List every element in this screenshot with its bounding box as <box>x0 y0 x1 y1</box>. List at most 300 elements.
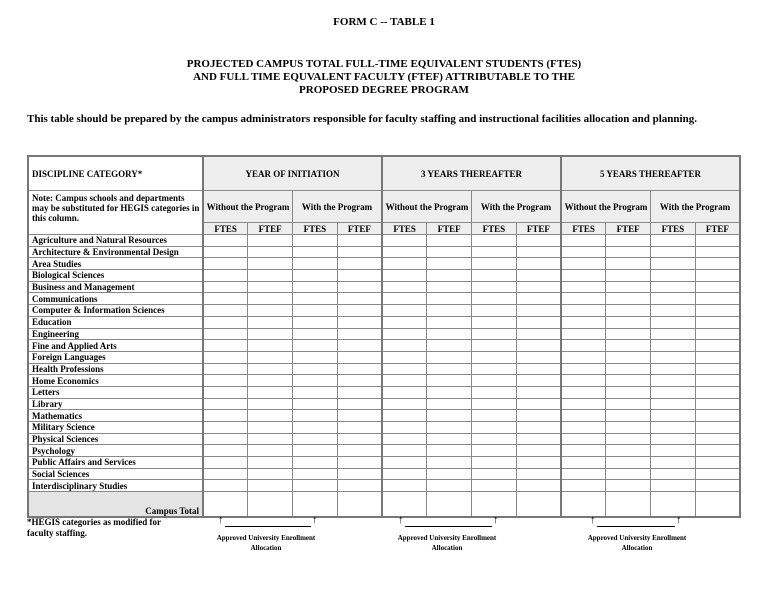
entry-cell[interactable] <box>695 258 740 270</box>
entry-cell[interactable] <box>695 480 740 492</box>
entry-cell[interactable] <box>561 246 606 258</box>
entry-cell[interactable] <box>606 316 651 328</box>
entry-cell[interactable] <box>561 492 606 518</box>
entry-cell[interactable] <box>248 480 293 492</box>
entry-cell[interactable] <box>561 235 606 247</box>
entry-cell[interactable] <box>472 363 517 375</box>
entry-cell[interactable] <box>651 386 696 398</box>
form-title: FORM C -- TABLE 1 <box>333 16 435 28</box>
entry-cell[interactable] <box>606 433 651 445</box>
entry-cell[interactable] <box>203 316 248 328</box>
ftes-header: FTES <box>472 223 517 235</box>
entry-cell[interactable] <box>248 375 293 387</box>
entry-cell[interactable] <box>203 293 248 305</box>
entry-cell[interactable] <box>427 433 472 445</box>
entry-cell[interactable] <box>516 363 561 375</box>
entry-cell[interactable] <box>382 351 427 363</box>
table-row <box>28 457 740 469</box>
entry-cell[interactable] <box>695 363 740 375</box>
allocation-line <box>597 526 675 527</box>
entry-cell[interactable] <box>203 258 248 270</box>
entry-cell[interactable] <box>695 468 740 480</box>
category-label: Biological Sciences <box>28 270 203 282</box>
entry-cell[interactable] <box>695 340 740 352</box>
entry-cell[interactable] <box>382 270 427 282</box>
entry-cell[interactable] <box>337 492 382 518</box>
entry-cell[interactable] <box>337 433 382 445</box>
entry-cell[interactable] <box>606 340 651 352</box>
entry-cell[interactable] <box>382 398 427 410</box>
entry-cell[interactable] <box>203 270 248 282</box>
entry-cell[interactable] <box>516 375 561 387</box>
entry-cell[interactable] <box>427 457 472 469</box>
entry-cell[interactable] <box>516 235 561 247</box>
entry-cell[interactable] <box>561 445 606 457</box>
entry-cell[interactable] <box>472 468 517 480</box>
entry-cell[interactable] <box>651 281 696 293</box>
entry-cell[interactable] <box>427 246 472 258</box>
entry-cell[interactable] <box>293 235 338 247</box>
entry-cell[interactable] <box>651 480 696 492</box>
entry-cell[interactable] <box>472 340 517 352</box>
entry-cell[interactable] <box>203 422 248 434</box>
entry-cell[interactable] <box>561 340 606 352</box>
entry-cell[interactable] <box>427 492 472 518</box>
entry-cell[interactable] <box>293 445 338 457</box>
entry-cell[interactable] <box>561 468 606 480</box>
entry-cell[interactable] <box>382 492 427 518</box>
entry-cell[interactable] <box>382 281 427 293</box>
entry-cell[interactable] <box>472 457 517 469</box>
category-label: Business and Management <box>28 281 203 293</box>
without-program-header: Without the Program <box>561 191 651 223</box>
entry-cell[interactable] <box>203 410 248 422</box>
entry-cell[interactable] <box>427 468 472 480</box>
entry-cell[interactable] <box>561 293 606 305</box>
entry-cell[interactable] <box>293 328 338 340</box>
entry-cell[interactable] <box>606 363 651 375</box>
entry-cell[interactable] <box>427 363 472 375</box>
entry-cell[interactable] <box>293 457 338 469</box>
entry-cell[interactable] <box>382 363 427 375</box>
entry-cell[interactable] <box>472 328 517 340</box>
entry-cell[interactable] <box>203 246 248 258</box>
entry-cell[interactable] <box>382 433 427 445</box>
entry-cell[interactable] <box>561 457 606 469</box>
entry-cell[interactable] <box>427 293 472 305</box>
category-label: Foreign Languages <box>28 351 203 363</box>
entry-cell[interactable] <box>293 305 338 317</box>
entry-cell[interactable] <box>606 258 651 270</box>
entry-cell[interactable] <box>516 305 561 317</box>
entry-cell[interactable] <box>382 375 427 387</box>
entry-cell[interactable] <box>516 246 561 258</box>
entry-cell[interactable] <box>606 492 651 518</box>
entry-cell[interactable] <box>516 351 561 363</box>
entry-cell[interactable] <box>203 351 248 363</box>
table-row <box>28 480 740 492</box>
entry-cell[interactable] <box>293 433 338 445</box>
heading-line: PROPOSED DEGREE PROGRAM <box>299 84 469 96</box>
entry-cell[interactable] <box>427 258 472 270</box>
entry-cell[interactable] <box>561 351 606 363</box>
entry-cell[interactable] <box>293 422 338 434</box>
entry-cell[interactable] <box>695 398 740 410</box>
entry-cell[interactable] <box>382 422 427 434</box>
entry-cell[interactable] <box>651 468 696 480</box>
entry-cell[interactable] <box>203 445 248 457</box>
entry-cell[interactable] <box>651 410 696 422</box>
entry-cell[interactable] <box>472 375 517 387</box>
entry-cell[interactable] <box>382 305 427 317</box>
entry-cell[interactable] <box>651 422 696 434</box>
entry-cell[interactable] <box>382 293 427 305</box>
entry-cell[interactable] <box>337 281 382 293</box>
entry-cell[interactable] <box>293 246 338 258</box>
entry-cell[interactable] <box>561 422 606 434</box>
entry-cell[interactable] <box>516 433 561 445</box>
approved-allocation-label: Approved University Enrollment Allocation <box>216 534 316 552</box>
entry-cell[interactable] <box>337 363 382 375</box>
entry-cell[interactable] <box>337 398 382 410</box>
entry-cell[interactable] <box>382 480 427 492</box>
entry-cell[interactable] <box>382 457 427 469</box>
entry-cell[interactable] <box>695 281 740 293</box>
entry-cell[interactable] <box>516 293 561 305</box>
entry-cell[interactable] <box>472 410 517 422</box>
entry-cell[interactable] <box>293 316 338 328</box>
entry-cell[interactable] <box>472 305 517 317</box>
entry-cell[interactable] <box>651 328 696 340</box>
entry-cell[interactable] <box>427 340 472 352</box>
entry-cell[interactable] <box>516 281 561 293</box>
entry-cell[interactable] <box>695 316 740 328</box>
entry-cell[interactable] <box>651 235 696 247</box>
entry-cell[interactable] <box>337 270 382 282</box>
entry-cell[interactable] <box>606 351 651 363</box>
entry-cell[interactable] <box>382 316 427 328</box>
entry-cell[interactable] <box>606 445 651 457</box>
entry-cell[interactable] <box>606 398 651 410</box>
entry-cell[interactable] <box>695 235 740 247</box>
entry-cell[interactable] <box>651 351 696 363</box>
entry-cell[interactable] <box>203 363 248 375</box>
entry-cell[interactable] <box>248 258 293 270</box>
entry-cell[interactable] <box>248 340 293 352</box>
ftes-header: FTES <box>561 223 606 235</box>
entry-cell[interactable] <box>695 386 740 398</box>
entry-cell[interactable] <box>651 305 696 317</box>
entry-cell[interactable] <box>293 340 338 352</box>
entry-cell[interactable] <box>561 328 606 340</box>
entry-cell[interactable] <box>516 316 561 328</box>
entry-cell[interactable] <box>337 246 382 258</box>
entry-cell[interactable] <box>203 375 248 387</box>
category-label: Mathematics <box>28 410 203 422</box>
entry-cell[interactable] <box>293 363 338 375</box>
entry-cell[interactable] <box>695 270 740 282</box>
entry-cell[interactable] <box>606 281 651 293</box>
entry-cell[interactable] <box>337 480 382 492</box>
entry-cell[interactable] <box>651 258 696 270</box>
entry-cell[interactable] <box>561 316 606 328</box>
entry-cell[interactable] <box>248 457 293 469</box>
entry-cell[interactable] <box>561 305 606 317</box>
category-label: Fine and Applied Arts <box>28 340 203 352</box>
entry-cell[interactable] <box>695 422 740 434</box>
table-row <box>28 386 740 398</box>
entry-cell[interactable] <box>606 422 651 434</box>
entry-cell[interactable] <box>293 258 338 270</box>
entry-cell[interactable] <box>651 316 696 328</box>
entry-cell[interactable] <box>248 351 293 363</box>
entry-cell[interactable] <box>472 351 517 363</box>
entry-cell[interactable] <box>516 422 561 434</box>
entry-cell[interactable] <box>382 258 427 270</box>
category-label: Campus Total <box>28 492 203 518</box>
entry-cell[interactable] <box>293 468 338 480</box>
entry-cell[interactable] <box>248 445 293 457</box>
entry-cell[interactable] <box>472 445 517 457</box>
entry-cell[interactable] <box>427 235 472 247</box>
entry-cell[interactable] <box>516 328 561 340</box>
entry-cell[interactable] <box>651 340 696 352</box>
entry-cell[interactable] <box>606 480 651 492</box>
entry-cell[interactable] <box>516 492 561 518</box>
entry-cell[interactable] <box>427 375 472 387</box>
entry-cell[interactable] <box>203 468 248 480</box>
entry-cell[interactable] <box>472 386 517 398</box>
entry-cell[interactable] <box>427 270 472 282</box>
entry-cell[interactable] <box>337 328 382 340</box>
entry-cell[interactable] <box>561 410 606 422</box>
entry-cell[interactable] <box>382 340 427 352</box>
entry-cell[interactable] <box>561 375 606 387</box>
entry-cell[interactable] <box>516 457 561 469</box>
entry-cell[interactable] <box>472 281 517 293</box>
entry-cell[interactable] <box>427 445 472 457</box>
entry-cell[interactable] <box>382 410 427 422</box>
entry-cell[interactable] <box>472 293 517 305</box>
entry-cell[interactable] <box>248 410 293 422</box>
with-program-header: With the Program <box>472 191 562 223</box>
entry-cell[interactable] <box>203 235 248 247</box>
with-program-header: With the Program <box>651 191 741 223</box>
entry-cell[interactable] <box>695 410 740 422</box>
entry-cell[interactable] <box>337 422 382 434</box>
without-program-header: Without the Program <box>203 191 293 223</box>
entry-cell[interactable] <box>203 492 248 518</box>
entry-cell[interactable] <box>695 457 740 469</box>
entry-cell[interactable] <box>606 375 651 387</box>
entry-cell[interactable] <box>561 398 606 410</box>
entry-cell[interactable] <box>203 480 248 492</box>
entry-cell[interactable] <box>606 410 651 422</box>
entry-cell[interactable] <box>248 328 293 340</box>
entry-cell[interactable] <box>695 492 740 518</box>
entry-cell[interactable] <box>516 340 561 352</box>
entry-cell[interactable] <box>337 351 382 363</box>
entry-cell[interactable] <box>695 293 740 305</box>
entry-cell[interactable] <box>516 386 561 398</box>
entry-cell[interactable] <box>472 422 517 434</box>
discipline-note: Note: Campus schools and departments may be substituted for HEGIS categories in this column. <box>28 191 203 235</box>
entry-cell[interactable] <box>248 386 293 398</box>
entry-cell[interactable] <box>695 305 740 317</box>
entry-cell[interactable] <box>695 445 740 457</box>
entry-cell[interactable] <box>337 457 382 469</box>
entry-cell[interactable] <box>651 375 696 387</box>
entry-cell[interactable] <box>472 246 517 258</box>
entry-cell[interactable] <box>248 363 293 375</box>
entry-cell[interactable] <box>695 375 740 387</box>
entry-cell[interactable] <box>651 398 696 410</box>
entry-cell[interactable] <box>427 422 472 434</box>
entry-cell[interactable] <box>337 258 382 270</box>
entry-cell[interactable] <box>203 457 248 469</box>
entry-cell[interactable] <box>561 363 606 375</box>
entry-cell[interactable] <box>248 293 293 305</box>
entry-cell[interactable] <box>337 445 382 457</box>
entry-cell[interactable] <box>516 480 561 492</box>
entry-cell[interactable] <box>382 235 427 247</box>
entry-cell[interactable] <box>561 281 606 293</box>
entry-cell[interactable] <box>293 398 338 410</box>
entry-cell[interactable] <box>606 246 651 258</box>
entry-cell[interactable] <box>203 386 248 398</box>
entry-cell[interactable] <box>293 386 338 398</box>
entry-cell[interactable] <box>293 351 338 363</box>
ftes-header: FTES <box>203 223 248 235</box>
entry-cell[interactable] <box>606 457 651 469</box>
entry-cell[interactable] <box>248 468 293 480</box>
entry-cell[interactable] <box>516 468 561 480</box>
entry-cell[interactable] <box>561 480 606 492</box>
entry-cell[interactable] <box>606 468 651 480</box>
entry-cell[interactable] <box>427 316 472 328</box>
entry-cell[interactable] <box>695 246 740 258</box>
category-label: Architecture & Environmental Design <box>28 246 203 258</box>
entry-cell[interactable] <box>651 433 696 445</box>
entry-cell[interactable] <box>293 375 338 387</box>
entry-cell[interactable] <box>516 258 561 270</box>
entry-cell[interactable] <box>516 410 561 422</box>
entry-cell[interactable] <box>337 305 382 317</box>
entry-cell[interactable] <box>203 305 248 317</box>
entry-cell[interactable] <box>203 328 248 340</box>
entry-cell[interactable] <box>203 281 248 293</box>
entry-cell[interactable] <box>337 340 382 352</box>
entry-cell[interactable] <box>203 433 248 445</box>
entry-cell[interactable] <box>651 270 696 282</box>
entry-cell[interactable] <box>606 235 651 247</box>
entry-cell[interactable] <box>516 445 561 457</box>
entry-cell[interactable] <box>293 293 338 305</box>
entry-cell[interactable] <box>651 246 696 258</box>
entry-cell[interactable] <box>337 386 382 398</box>
entry-cell[interactable] <box>606 305 651 317</box>
entry-cell[interactable] <box>337 235 382 247</box>
entry-cell[interactable] <box>337 316 382 328</box>
entry-cell[interactable] <box>248 492 293 518</box>
entry-cell[interactable] <box>472 480 517 492</box>
entry-cell[interactable] <box>561 270 606 282</box>
entry-cell[interactable] <box>382 386 427 398</box>
entry-cell[interactable] <box>695 351 740 363</box>
entry-cell[interactable] <box>248 235 293 247</box>
entry-cell[interactable] <box>248 316 293 328</box>
entry-cell[interactable] <box>651 492 696 518</box>
entry-cell[interactable] <box>695 433 740 445</box>
entry-cell[interactable] <box>606 270 651 282</box>
entry-cell[interactable] <box>606 386 651 398</box>
entry-cell[interactable] <box>337 375 382 387</box>
entry-cell[interactable] <box>427 398 472 410</box>
entry-cell[interactable] <box>651 457 696 469</box>
entry-cell[interactable] <box>293 410 338 422</box>
entry-cell[interactable] <box>606 328 651 340</box>
entry-cell[interactable] <box>248 422 293 434</box>
entry-cell[interactable] <box>427 281 472 293</box>
entry-cell[interactable] <box>427 410 472 422</box>
category-label: Public Affairs and Services <box>28 457 203 469</box>
entry-cell[interactable] <box>561 258 606 270</box>
entry-cell[interactable] <box>516 270 561 282</box>
entry-cell[interactable] <box>472 316 517 328</box>
entry-cell[interactable] <box>203 398 248 410</box>
entry-cell[interactable] <box>427 305 472 317</box>
entry-cell[interactable] <box>427 480 472 492</box>
entry-cell[interactable] <box>382 468 427 480</box>
entry-cell[interactable] <box>472 433 517 445</box>
entry-cell[interactable] <box>606 293 651 305</box>
table-row <box>28 410 740 422</box>
entry-cell[interactable] <box>561 386 606 398</box>
entry-cell[interactable] <box>203 340 248 352</box>
entry-cell[interactable] <box>472 258 517 270</box>
entry-cell[interactable] <box>337 293 382 305</box>
entry-cell[interactable] <box>248 433 293 445</box>
entry-cell[interactable] <box>293 480 338 492</box>
entry-cell[interactable] <box>427 328 472 340</box>
entry-cell[interactable] <box>472 398 517 410</box>
entry-cell[interactable] <box>248 281 293 293</box>
entry-cell[interactable] <box>651 293 696 305</box>
entry-cell[interactable] <box>382 328 427 340</box>
entry-cell[interactable] <box>651 363 696 375</box>
entry-cell[interactable] <box>695 328 740 340</box>
entry-cell[interactable] <box>248 246 293 258</box>
entry-cell[interactable] <box>472 235 517 247</box>
entry-cell[interactable] <box>248 270 293 282</box>
category-label: Military Science <box>28 422 203 434</box>
entry-cell[interactable] <box>293 270 338 282</box>
entry-cell[interactable] <box>382 246 427 258</box>
entry-cell[interactable] <box>651 445 696 457</box>
entry-cell[interactable] <box>248 305 293 317</box>
entry-cell[interactable] <box>293 281 338 293</box>
entry-cell[interactable] <box>472 270 517 282</box>
category-label: Engineering <box>28 328 203 340</box>
entry-cell[interactable] <box>337 468 382 480</box>
entry-cell[interactable] <box>248 398 293 410</box>
entry-cell[interactable] <box>337 410 382 422</box>
entry-cell[interactable] <box>561 433 606 445</box>
entry-cell[interactable] <box>382 445 427 457</box>
entry-cell[interactable] <box>516 398 561 410</box>
entry-cell[interactable] <box>427 386 472 398</box>
entry-cell[interactable] <box>427 351 472 363</box>
